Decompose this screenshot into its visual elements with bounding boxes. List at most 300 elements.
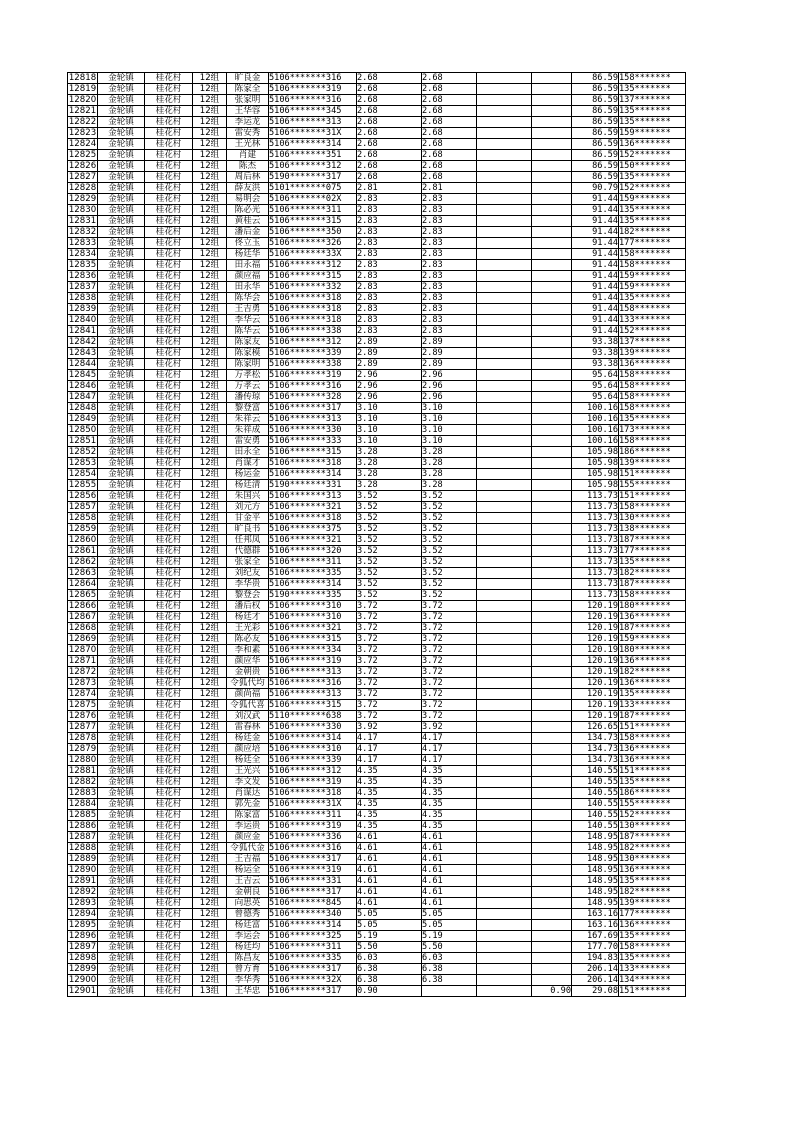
empty-cell — [477, 326, 532, 337]
area-confirmed-cell: 4.35 — [422, 821, 477, 832]
empty-cell — [477, 733, 532, 744]
empty-cell — [477, 909, 532, 920]
group-cell: 12组 — [193, 799, 227, 810]
town-cell: 金轮镇 — [98, 689, 145, 700]
town-cell: 金轮镇 — [98, 348, 145, 359]
table-row — [68, 931, 686, 942]
table-row — [68, 172, 686, 183]
area-cell: 5.05 — [357, 909, 422, 920]
extra-area-cell — [532, 788, 572, 799]
table-row — [68, 920, 686, 931]
town-cell: 金轮镇 — [98, 645, 145, 656]
group-cell: 12组 — [193, 205, 227, 216]
name-cell: 陈家富 — [227, 810, 269, 821]
town-cell: 金轮镇 — [98, 887, 145, 898]
row-number-cell: 12823 — [68, 128, 97, 138]
village-cell: 桂花村 — [145, 733, 193, 744]
town-cell: 金轮镇 — [98, 304, 145, 315]
area-cell: 3.10 — [357, 436, 422, 447]
table-row — [68, 249, 686, 260]
group-cell: 12组 — [193, 392, 227, 403]
phone-cell: 182******* — [619, 887, 686, 898]
area-confirmed-cell: 3.92 — [422, 722, 477, 733]
empty-cell — [477, 590, 532, 601]
empty-cell — [477, 447, 532, 458]
extra-area-cell — [532, 359, 572, 370]
area-cell: 5.05 — [357, 920, 422, 931]
town-cell: 金轮镇 — [98, 326, 145, 337]
empty-cell — [477, 293, 532, 304]
extra-area-cell — [532, 656, 572, 667]
phone-cell: 150******* — [619, 161, 686, 172]
amount-cell: 91.44 — [572, 271, 619, 282]
phone-cell: 158******* — [619, 942, 686, 953]
empty-cell — [477, 359, 532, 370]
extra-area-cell — [532, 898, 572, 909]
id-number-cell: 5106*******315 — [269, 271, 357, 282]
area-cell: 4.61 — [357, 887, 422, 898]
empty-cell — [477, 249, 532, 260]
area-confirmed-cell: 3.72 — [422, 656, 477, 667]
group-cell: 12组 — [193, 931, 227, 942]
empty-cell — [477, 183, 532, 194]
id-number-cell: 5190*******317 — [269, 172, 357, 183]
amount-cell: 120.19 — [572, 678, 619, 689]
id-number-cell: 5106*******314 — [269, 920, 357, 931]
group-cell: 12组 — [193, 194, 227, 205]
id-number-cell: 5106*******331 — [269, 876, 357, 887]
extra-area-cell — [532, 964, 572, 975]
extra-area-cell — [532, 161, 572, 172]
amount-cell: 91.44 — [572, 194, 619, 205]
group-cell: 12组 — [193, 150, 227, 161]
empty-cell — [477, 810, 532, 821]
id-number-cell: 5106*******318 — [269, 293, 357, 304]
group-cell: 12组 — [193, 458, 227, 469]
table-row — [68, 381, 686, 392]
empty-cell — [477, 788, 532, 799]
table-row — [68, 205, 686, 216]
row-number-cell: 12834 — [68, 249, 97, 259]
row-number-cell: 12829 — [68, 194, 97, 204]
group-cell: 12组 — [193, 480, 227, 491]
group-cell: 12组 — [193, 953, 227, 964]
extra-area-cell — [532, 370, 572, 381]
table-row — [68, 656, 686, 667]
phone-cell: 136******* — [619, 612, 686, 623]
table-row — [68, 95, 686, 106]
name-cell: 曾方育 — [227, 964, 269, 975]
group-cell: 12组 — [193, 381, 227, 392]
amount-cell: 148.95 — [572, 832, 619, 843]
name-cell: 杨运全 — [227, 865, 269, 876]
empty-cell — [477, 568, 532, 579]
area-confirmed-cell: 2.83 — [422, 326, 477, 337]
name-cell: 王吉福 — [227, 854, 269, 865]
name-cell: 李华秀 — [227, 975, 269, 986]
extra-area-cell — [532, 843, 572, 854]
table-row — [68, 876, 686, 887]
id-number-cell: 5106*******313 — [269, 414, 357, 425]
extra-area-cell — [532, 810, 572, 821]
village-cell: 桂花村 — [145, 502, 193, 513]
village-cell: 桂花村 — [145, 359, 193, 370]
area-confirmed-cell: 5.19 — [422, 931, 477, 942]
area-cell: 3.72 — [357, 645, 422, 656]
phone-cell: 130******* — [619, 513, 686, 524]
amount-cell: 120.19 — [572, 601, 619, 612]
town-cell: 金轮镇 — [98, 700, 145, 711]
village-cell: 桂花村 — [145, 953, 193, 964]
area-cell: 2.68 — [357, 172, 422, 183]
phone-cell: 187******* — [619, 535, 686, 546]
area-confirmed-cell: 6.38 — [422, 975, 477, 986]
group-cell: 12组 — [193, 227, 227, 238]
amount-cell: 134.73 — [572, 744, 619, 755]
id-number-cell: 5106*******316 — [269, 678, 357, 689]
row-number-cell: 12850 — [68, 425, 97, 435]
empty-cell — [477, 370, 532, 381]
town-cell: 金轮镇 — [98, 865, 145, 876]
phone-cell: 186******* — [619, 447, 686, 458]
table-row — [68, 106, 686, 117]
row-number-cell: 12821 — [68, 106, 97, 116]
area-confirmed-cell: 2.83 — [422, 249, 477, 260]
village-cell: 桂花村 — [145, 172, 193, 183]
extra-area-cell — [532, 513, 572, 524]
area-confirmed-cell: 3.72 — [422, 700, 477, 711]
name-cell: 潘传琼 — [227, 392, 269, 403]
row-number-cell: 12836 — [68, 271, 97, 281]
phone-cell: 130******* — [619, 821, 686, 832]
phone-cell: 135******* — [619, 876, 686, 887]
extra-area-cell — [532, 183, 572, 194]
group-cell: 12组 — [193, 975, 227, 986]
row-number-cell: 12878 — [68, 733, 97, 743]
empty-cell — [477, 744, 532, 755]
table-row — [68, 810, 686, 821]
amount-cell: 91.44 — [572, 227, 619, 238]
empty-cell — [477, 260, 532, 271]
area-cell: 3.52 — [357, 590, 422, 601]
extra-area-cell — [532, 524, 572, 535]
id-number-cell: 5106*******325 — [269, 931, 357, 942]
extra-area-cell — [532, 909, 572, 920]
id-number-cell: 5106*******316 — [269, 95, 357, 106]
table-row — [68, 73, 686, 84]
row-number-cell: 12885 — [68, 810, 97, 820]
id-number-cell: 5106*******312 — [269, 161, 357, 172]
name-cell: 肖谋才 — [227, 458, 269, 469]
name-cell: 甘金平 — [227, 513, 269, 524]
name-cell: 杨廷华 — [227, 249, 269, 260]
empty-cell — [477, 898, 532, 909]
name-cell: 郭先金 — [227, 799, 269, 810]
phone-cell: 177******* — [619, 546, 686, 557]
area-cell: 2.68 — [357, 150, 422, 161]
area-cell: 3.52 — [357, 568, 422, 579]
table-row — [68, 535, 686, 546]
area-cell: 2.96 — [357, 381, 422, 392]
empty-cell — [477, 238, 532, 249]
empty-cell — [477, 766, 532, 777]
amount-cell: 120.19 — [572, 689, 619, 700]
row-number-cell: 12859 — [68, 524, 97, 534]
area-cell: 2.68 — [357, 73, 422, 84]
town-cell: 金轮镇 — [98, 447, 145, 458]
village-cell: 桂花村 — [145, 271, 193, 282]
table-row — [68, 370, 686, 381]
area-confirmed-cell: 3.52 — [422, 535, 477, 546]
area-cell: 2.89 — [357, 337, 422, 348]
empty-cell — [477, 469, 532, 480]
empty-cell — [477, 128, 532, 139]
id-number-cell: 5106*******314 — [269, 469, 357, 480]
table-row — [68, 304, 686, 315]
row-number-cell: 12894 — [68, 909, 97, 919]
empty-cell — [477, 403, 532, 414]
table-row — [68, 821, 686, 832]
village-cell: 桂花村 — [145, 106, 193, 117]
name-cell: 向思英 — [227, 898, 269, 909]
town-cell: 金轮镇 — [98, 216, 145, 227]
extra-area-cell — [532, 271, 572, 282]
group-cell: 12组 — [193, 722, 227, 733]
area-confirmed-cell: 4.61 — [422, 854, 477, 865]
empty-cell — [477, 304, 532, 315]
amount-cell: 120.19 — [572, 711, 619, 722]
group-cell: 12组 — [193, 491, 227, 502]
row-number-cell: 12874 — [68, 689, 97, 699]
village-cell: 桂花村 — [145, 216, 193, 227]
phone-cell: 136******* — [619, 755, 686, 766]
area-cell: 3.28 — [357, 447, 422, 458]
name-cell: 黄桂云 — [227, 216, 269, 227]
group-cell: 12组 — [193, 513, 227, 524]
town-cell: 金轮镇 — [98, 535, 145, 546]
area-confirmed-cell: 2.83 — [422, 282, 477, 293]
area-confirmed-cell: 2.83 — [422, 205, 477, 216]
area-confirmed-cell: 2.83 — [422, 293, 477, 304]
phone-cell: 134******* — [619, 975, 686, 986]
empty-cell — [477, 205, 532, 216]
id-number-cell: 5106*******311 — [269, 810, 357, 821]
area-cell: 2.68 — [357, 128, 422, 139]
name-cell: 张家明 — [227, 95, 269, 106]
village-cell: 桂花村 — [145, 843, 193, 854]
amount-cell: 148.95 — [572, 854, 619, 865]
row-number-cell: 12896 — [68, 931, 97, 941]
row-number-cell: 12892 — [68, 887, 97, 897]
id-number-cell: 5106*******311 — [269, 205, 357, 216]
area-cell: 2.68 — [357, 139, 422, 150]
amount-cell: 86.59 — [572, 84, 619, 95]
group-cell: 12组 — [193, 535, 227, 546]
phone-cell: 151******* — [619, 491, 686, 502]
town-cell: 金轮镇 — [98, 744, 145, 755]
empty-cell — [477, 161, 532, 172]
phone-cell: 182******* — [619, 667, 686, 678]
phone-cell: 177******* — [619, 238, 686, 249]
area-cell: 4.61 — [357, 876, 422, 887]
area-confirmed-cell: 2.89 — [422, 348, 477, 359]
phone-cell: 180******* — [619, 601, 686, 612]
group-cell: 12组 — [193, 920, 227, 931]
village-cell: 桂花村 — [145, 557, 193, 568]
empty-cell — [477, 524, 532, 535]
group-cell: 12组 — [193, 293, 227, 304]
amount-cell: 91.44 — [572, 326, 619, 337]
area-confirmed-cell: 2.83 — [422, 194, 477, 205]
village-cell: 桂花村 — [145, 766, 193, 777]
row-number-cell: 12866 — [68, 601, 97, 611]
village-cell: 桂花村 — [145, 117, 193, 128]
village-cell: 桂花村 — [145, 579, 193, 590]
amount-cell: 194.83 — [572, 953, 619, 964]
table-row — [68, 458, 686, 469]
area-confirmed-cell: 3.10 — [422, 425, 477, 436]
village-cell: 桂花村 — [145, 150, 193, 161]
amount-cell: 134.73 — [572, 755, 619, 766]
name-cell: 雷安勇 — [227, 436, 269, 447]
name-cell: 金朝良 — [227, 887, 269, 898]
extra-area-cell — [532, 744, 572, 755]
empty-cell — [477, 172, 532, 183]
group-cell: 12组 — [193, 821, 227, 832]
phone-cell: 139******* — [619, 348, 686, 359]
group-cell: 12组 — [193, 326, 227, 337]
phone-cell: 159******* — [619, 282, 686, 293]
area-cell: 2.89 — [357, 359, 422, 370]
area-cell: 4.61 — [357, 854, 422, 865]
id-number-cell: 5106*******319 — [269, 777, 357, 788]
area-confirmed-cell: 2.83 — [422, 238, 477, 249]
group-cell: 12组 — [193, 755, 227, 766]
town-cell: 金轮镇 — [98, 524, 145, 535]
area-cell: 3.28 — [357, 458, 422, 469]
id-number-cell: 5106*******332 — [269, 282, 357, 293]
group-cell: 12组 — [193, 810, 227, 821]
area-cell: 3.52 — [357, 557, 422, 568]
extra-area-cell — [532, 73, 572, 84]
area-confirmed-cell: 4.17 — [422, 744, 477, 755]
town-cell: 金轮镇 — [98, 733, 145, 744]
name-cell: 李和素 — [227, 645, 269, 656]
village-cell: 桂花村 — [145, 128, 193, 139]
name-cell: 杨廷富 — [227, 920, 269, 931]
area-cell: 4.17 — [357, 755, 422, 766]
amount-cell: 86.59 — [572, 139, 619, 150]
extra-area-cell — [532, 304, 572, 315]
area-confirmed-cell: 5.05 — [422, 909, 477, 920]
name-cell: 王光彩 — [227, 623, 269, 634]
id-number-cell: 5106*******315 — [269, 634, 357, 645]
row-number-cell: 12901 — [68, 986, 97, 996]
table-row — [68, 667, 686, 678]
town-cell: 金轮镇 — [98, 381, 145, 392]
table-row — [68, 392, 686, 403]
row-number-cell: 12895 — [68, 920, 97, 930]
phone-cell: 182******* — [619, 227, 686, 238]
phone-cell: 135******* — [619, 777, 686, 788]
group-cell: 12组 — [193, 766, 227, 777]
group-cell: 12组 — [193, 337, 227, 348]
phone-cell: 133******* — [619, 315, 686, 326]
row-number-cell: 12838 — [68, 293, 97, 303]
name-cell: 黎登会 — [227, 590, 269, 601]
row-number-cell: 12876 — [68, 711, 97, 721]
amount-cell: 113.73 — [572, 590, 619, 601]
extra-area-cell — [532, 436, 572, 447]
extra-area-cell — [532, 106, 572, 117]
group-cell: 12组 — [193, 348, 227, 359]
empty-cell — [477, 854, 532, 865]
table-row — [68, 271, 686, 282]
area-cell: 2.83 — [357, 238, 422, 249]
town-cell: 金轮镇 — [98, 293, 145, 304]
table-row — [68, 139, 686, 150]
village-cell: 桂花村 — [145, 337, 193, 348]
table-row — [68, 953, 686, 964]
amount-cell: 148.95 — [572, 898, 619, 909]
extra-area-cell — [532, 623, 572, 634]
empty-cell — [477, 931, 532, 942]
id-number-cell: 5106*******33X — [269, 249, 357, 260]
row-number-cell: 12897 — [68, 942, 97, 952]
area-confirmed-cell: 4.35 — [422, 788, 477, 799]
row-number-cell: 12848 — [68, 403, 97, 413]
area-cell: 2.83 — [357, 216, 422, 227]
village-cell: 桂花村 — [145, 920, 193, 931]
row-number-cell: 12887 — [68, 832, 97, 842]
table-row — [68, 403, 686, 414]
id-number-cell: 5106*******345 — [269, 106, 357, 117]
name-cell: 薛友洪 — [227, 183, 269, 194]
phone-cell: 135******* — [619, 117, 686, 128]
amount-cell: 113.73 — [572, 524, 619, 535]
area-cell: 3.52 — [357, 546, 422, 557]
table-row — [68, 689, 686, 700]
empty-cell — [477, 920, 532, 931]
id-number-cell: 5106*******314 — [269, 733, 357, 744]
town-cell: 金轮镇 — [98, 260, 145, 271]
id-number-cell: 5190*******335 — [269, 590, 357, 601]
amount-cell: 113.73 — [572, 513, 619, 524]
group-cell: 12组 — [193, 942, 227, 953]
village-cell: 桂花村 — [145, 931, 193, 942]
area-cell: 3.52 — [357, 502, 422, 513]
area-confirmed-cell: 6.03 — [422, 953, 477, 964]
empty-cell — [477, 546, 532, 557]
town-cell: 金轮镇 — [98, 612, 145, 623]
area-cell: 2.83 — [357, 315, 422, 326]
area-confirmed-cell: 2.68 — [422, 95, 477, 106]
empty-cell — [477, 194, 532, 205]
town-cell: 金轮镇 — [98, 876, 145, 887]
extra-area-cell — [532, 205, 572, 216]
phone-cell: 135******* — [619, 293, 686, 304]
extra-area-cell — [532, 95, 572, 106]
amount-cell: 86.59 — [572, 73, 619, 84]
id-number-cell: 5106*******313 — [269, 117, 357, 128]
group-cell: 12组 — [193, 964, 227, 975]
group-cell: 12组 — [193, 95, 227, 106]
id-number-cell: 5106*******318 — [269, 458, 357, 469]
phone-cell: 187******* — [619, 832, 686, 843]
extra-area-cell — [532, 887, 572, 898]
empty-cell — [477, 150, 532, 161]
extra-area-cell — [532, 546, 572, 557]
